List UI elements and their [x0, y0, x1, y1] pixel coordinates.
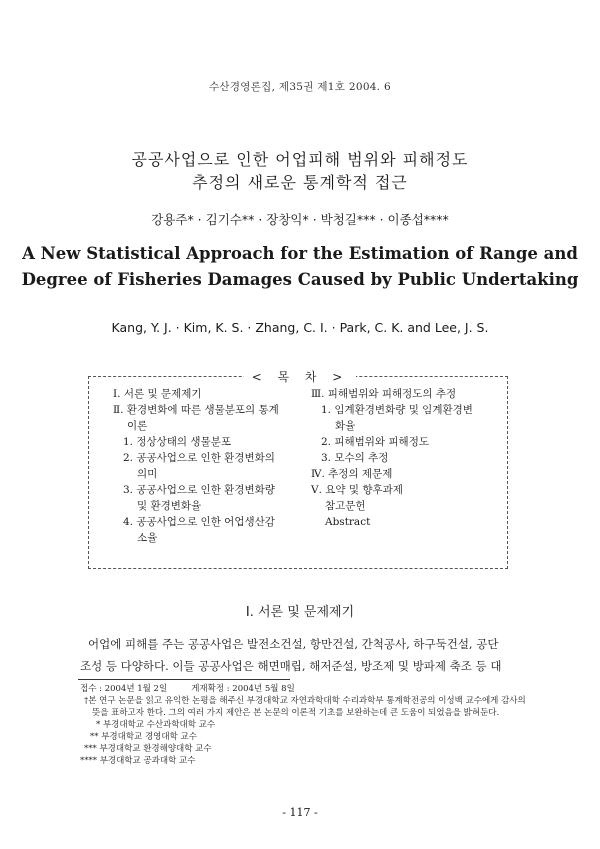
toc-item: 4. 공공사업으로 인한 어업생산감: [123, 516, 275, 528]
toc-item: 화율: [335, 420, 356, 432]
toc-item: Abstract: [325, 516, 371, 528]
toc-heading: [0, 368, 600, 385]
toc-item: Ⅴ. 요약 및 향후과제: [311, 484, 403, 496]
toc-item: Ⅰ. 서론 및 문제제기: [113, 388, 202, 400]
footnote-affiliation: **** 부경대학교 공과대학 교수: [80, 756, 196, 766]
section-heading: Ⅰ. 서론 및 문제제기: [245, 605, 355, 620]
toc-item: 2. 공공사업으로 인한 환경변화의: [123, 452, 275, 464]
toc-item: 3. 모수의 추정: [321, 452, 389, 464]
footnote-dates: [80, 683, 530, 695]
toc-item: 1. 정상상태의 생물분포: [123, 436, 231, 448]
body-text: [80, 633, 528, 677]
korean-authors: 강용주* · 김기수** · 장창익* · 박청길*** · 이종섭****: [151, 212, 449, 227]
english-authors: Kang, Y. J. · Kim, K. S. · Zhang, C. I. · Park, C. K. and Lee, J. S.: [111, 320, 489, 335]
accepted-date: 게재확정 : 2004년 5월 8일: [191, 684, 295, 694]
toc-right-column: [311, 386, 511, 530]
toc-item: 이론: [127, 420, 148, 432]
body-line: 조성 등 다양하다. 이들 공공사업은 해면매립, 해저준설, 방조제 및 방파제 축조 등 대: [80, 659, 502, 673]
korean-title-line-2: 추정의 새로운 통계학적 접근: [192, 173, 408, 192]
footnote-acknowledgment: †본 연구 논문을 읽고 유익한 논평을 해주신 부경대학교 자연과학대학 수리과학부 통계학전공의 이성백 교수에게 감사의 뜻을 표하고자 한다. 그의 여러 가지 제안은 본 논문의 이론적 기초를 보완하는데 큰 도움이 되었음을 밝혀둔다.: [84, 696, 526, 718]
body-line: 어업에 피해를 주는 공공사업은 발전소건설, 항만건설, 간척공사, 하구둑건설, 공단: [88, 637, 499, 651]
toc-heading-label: < 목 차 >: [244, 370, 357, 384]
toc-item: 소율: [137, 532, 158, 544]
toc-item: 1. 임계환경변화량 및 임계환경변: [321, 404, 473, 416]
journal-citation: 수산경영론집, 제35권 제1호 2004. 6: [208, 81, 392, 93]
toc-item: Ⅳ. 추정의 제문제: [311, 468, 393, 480]
toc-item: 2. 피해범위와 피해정도: [321, 436, 429, 448]
toc-item: 3. 공공사업으로 인한 환경변화량: [123, 484, 275, 496]
footnote-affiliation: * 부경대학교 수산과학대학 교수: [96, 720, 216, 730]
toc-item: 의미: [137, 468, 158, 480]
toc-left-column: [113, 386, 308, 546]
received-date: 접수 : 2004년 1월 2일: [80, 684, 168, 694]
english-title-line-1: A New Statistical Approach for the Estimation of Range and: [22, 244, 578, 263]
footnote-affiliation: ** 부경대학교 경영대학 교수: [90, 732, 197, 742]
korean-title-line-1: 공공사업으로 인한 어업피해 범위와 피해정도: [131, 150, 469, 169]
toc-item: Ⅲ. 피해범위와 피해정도의 추정: [311, 388, 457, 400]
page-number: - 117 -: [282, 806, 318, 819]
footnotes: [80, 683, 530, 767]
english-title-line-2: Degree of Fisheries Damages Caused by Public Undertaking: [21, 270, 579, 289]
footnote-affiliation: *** 부경대학교 환경해양대학 교수: [84, 744, 212, 754]
footnote-divider: [78, 679, 290, 680]
toc-item: 참고문헌: [325, 500, 366, 512]
toc-item: 및 환경변화율: [137, 500, 202, 512]
toc-item: Ⅱ. 환경변화에 따른 생물분포의 통계: [113, 404, 279, 416]
